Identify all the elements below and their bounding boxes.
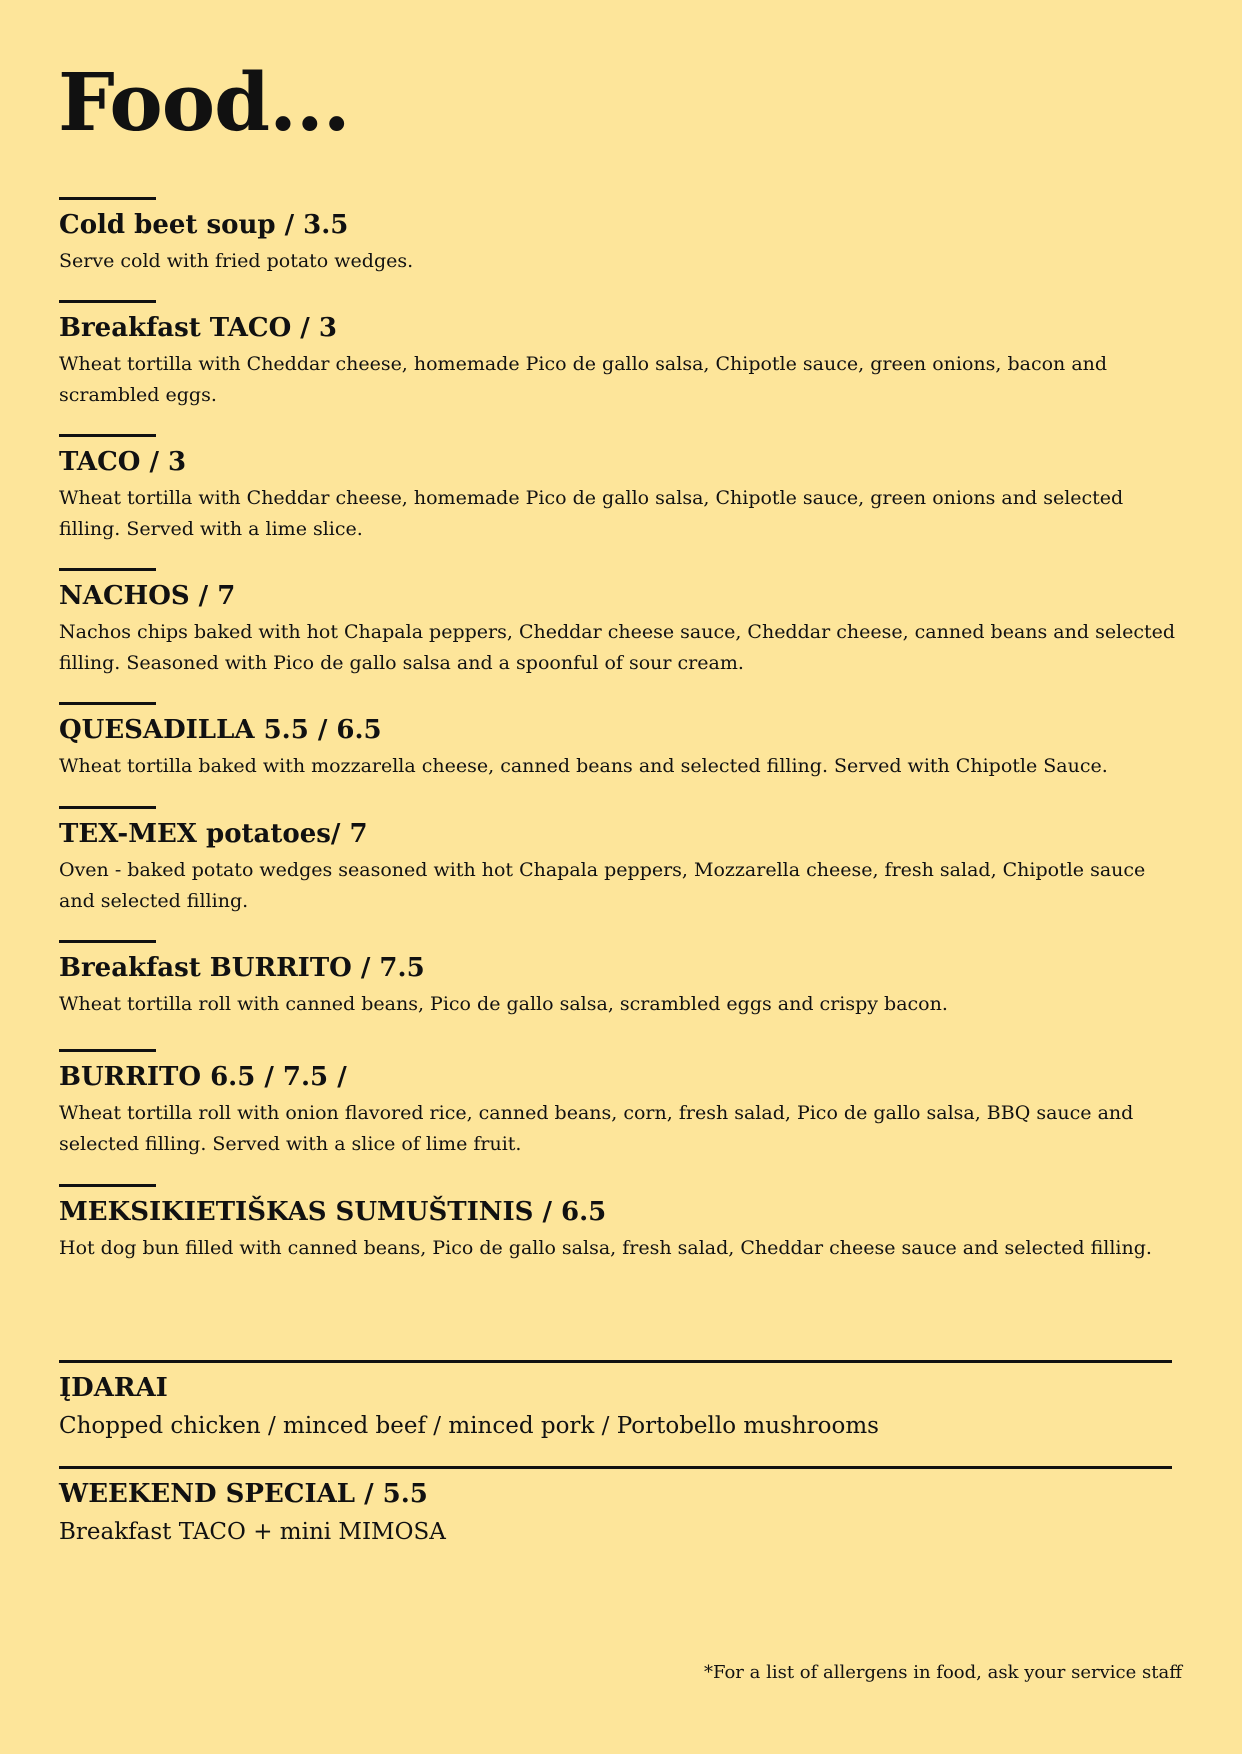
menu-item-name: TEX-MEX potatoes/ 7 xyxy=(59,819,368,849)
item-divider xyxy=(59,197,156,200)
item-divider xyxy=(59,940,156,943)
menu-item-breakfast-taco xyxy=(59,300,1184,411)
menu-item-description: Nachos chips baked with hot Chapala peppers, Cheddar cheese sauce, Cheddar cheese, canned beans and selected filling. Seasoned with Pico de gallo salsa and a spoonful of sour cream. xyxy=(59,621,1176,674)
item-divider xyxy=(59,1049,156,1052)
menu-item-name: Breakfast BURRITO / 7.5 xyxy=(59,953,425,983)
menu-item-name: MEKSIKIETIŠKAS SUMUŠTINIS / 6.5 xyxy=(59,1197,607,1227)
allergen-footnote: *For a list of allergens in food, ask your service staff xyxy=(703,1662,1182,1683)
item-divider xyxy=(59,300,156,303)
weekend-special-section xyxy=(59,1466,1172,1549)
menu-item-breakfast-burrito xyxy=(59,940,1184,1020)
menu-item-name: Breakfast TACO / 3 xyxy=(59,313,337,343)
weekend-special-text: Breakfast TACO + mini MIMOSA xyxy=(59,1519,446,1545)
item-divider xyxy=(59,702,156,705)
menu-item-taco xyxy=(59,434,1184,545)
menu-item-quesadilla xyxy=(59,702,1184,782)
menu-item-description: Wheat tortilla with Cheddar cheese, homemade Pico de gallo salsa, Chipotle sauce, green onions and selected filling. Served with a lime slice. xyxy=(59,487,1124,540)
section-divider xyxy=(59,1466,1172,1469)
fillings-heading: ĮDARAI xyxy=(59,1373,168,1403)
menu-item-nachos xyxy=(59,568,1184,679)
menu-item-description: Wheat tortilla roll with canned beans, Pico de gallo salsa, scrambled eggs and crispy bacon. xyxy=(59,993,948,1015)
menu-item-description: Wheat tortilla roll with onion flavored rice, canned beans, corn, fresh salad, Pico de gallo salsa, BBQ sauce and selected filling. Served with a slice of lime fruit. xyxy=(59,1102,1134,1155)
menu-item-meksikietiskas-sumustinis xyxy=(59,1184,1184,1264)
menu-item-burrito xyxy=(59,1049,1184,1160)
menu-item-description: Oven - baked potato wedges seasoned with hot Chapala peppers, Mozzarella cheese, fresh salad, Chipotle sauce and selected filling. xyxy=(59,859,1146,912)
section-divider xyxy=(59,1360,1172,1363)
menu-item-name: TACO / 3 xyxy=(59,447,187,477)
menu-item-name: Cold beet soup / 3.5 xyxy=(59,210,349,240)
item-divider xyxy=(59,806,156,809)
item-divider xyxy=(59,568,156,571)
weekend-special-heading: WEEKEND SPECIAL / 5.5 xyxy=(59,1479,428,1509)
menu-item-description: Wheat tortilla baked with mozzarella cheese, canned beans and selected filling. Served with Chipotle Sauce. xyxy=(59,755,1108,777)
item-divider xyxy=(59,434,156,437)
menu-item-name: BURRITO 6.5 / 7.5 / xyxy=(59,1062,347,1092)
menu-item-description: Wheat tortilla with Cheddar cheese, homemade Pico de gallo salsa, Chipotle sauce, green onions, bacon and scrambled eggs. xyxy=(59,353,1108,406)
menu-item-tex-mex-potatoes xyxy=(59,806,1184,917)
item-divider xyxy=(59,1184,156,1187)
menu-item-name: QUESADILLA 5.5 / 6.5 xyxy=(59,715,382,745)
menu-item-cold-beet-soup xyxy=(59,197,1184,277)
page-title: Food... xyxy=(58,55,350,149)
fillings-section xyxy=(59,1360,1172,1443)
menu-item-name: NACHOS / 7 xyxy=(59,581,236,611)
fillings-text: Chopped chicken / minced beef / minced pork / Portobello mushrooms xyxy=(59,1413,879,1439)
menu-item-description: Serve cold with fried potato wedges. xyxy=(59,250,414,272)
menu-item-description: Hot dog bun filled with canned beans, Pico de gallo salsa, fresh salad, Cheddar cheese sauce and selected filling. xyxy=(59,1237,1152,1259)
